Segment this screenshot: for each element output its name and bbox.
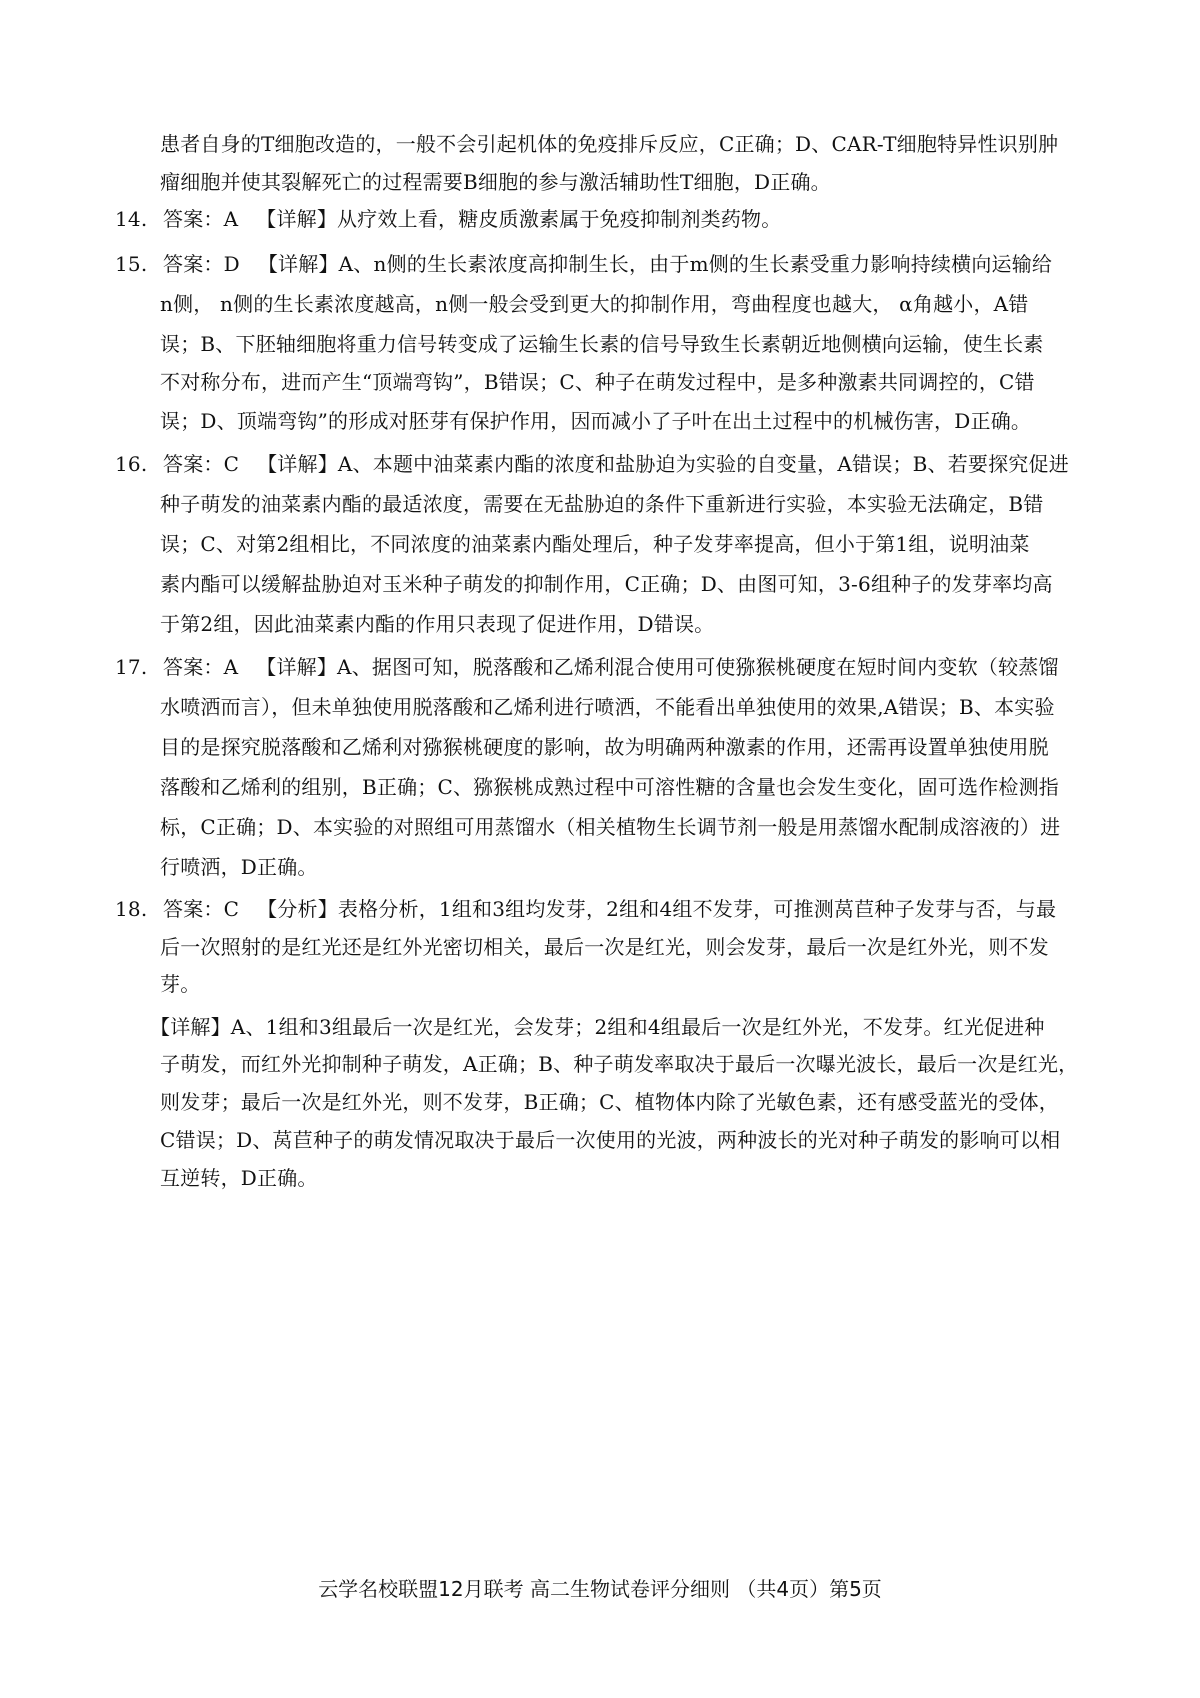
text-line: 子萌发，而红外光抑制种子萌发，A正确；B、种子萌发率取决于最后一次曝光波长，最后一次是红光， xyxy=(160,1052,1079,1076)
text-line: 目的是探究脱落酸和乙烯利对猕猴桃硬度的影响，故为明确两种激素的作用，还需再设置单独使用脱 xyxy=(160,735,1049,759)
text-line: 标，C正确；D、本实验的对照组可用蒸馏水（相关植物生长调节剂一般是用蒸馏水配制成溶液的）进 xyxy=(160,815,1061,839)
text-line: 【详解】A、据图可知，脱落酸和乙烯利混合使用可使猕猴桃硬度在短时间内变软（较蒸馏 xyxy=(256,655,1059,679)
text-line: 后一次照射的是红光还是红外光密切相关，最后一次是红光，则会发芽，最后一次是红外光，则不发 xyxy=(160,935,1049,959)
text-line: n侧， n侧的生长素浓度越高，n侧一般会受到更大的抑制作用，弯曲程度也越大， α角越小，A错 xyxy=(160,292,1029,316)
text-line: 则发芽；最后一次是红外光，则不发芽，B正确；C、植物体内除了光敏色素，还有感受蓝光的受体， xyxy=(160,1090,1059,1114)
text-line: 行喷洒，D正确。 xyxy=(160,855,318,879)
text-line: 误；D、顶端弯钩”的形成对胚芽有保护作用，因而减小了子叶在出土过程中的机械伤害，D正确。 xyxy=(160,409,1032,433)
text-line: 落酸和乙烯利的组别，B正确；C、猕猴桃成熟过程中可溶性糖的含量也会发生变化，固可选作检测指 xyxy=(160,775,1059,799)
text-line: C错误；D、莴苣种子的萌发情况取决于最后一次使用的光波，两种波长的光对种子萌发的影响可以相 xyxy=(160,1128,1061,1152)
question-number: 17. xyxy=(115,655,148,679)
text-line: 种子萌发的油菜素内酯的最适浓度，需要在无盐胁迫的条件下重新进行实验，本实验无法确定，B错 xyxy=(160,492,1044,516)
answer-label: 答案：D xyxy=(163,252,240,276)
text-line: 素内酯可以缓解盐胁迫对玉米种子萌发的抑制作用，C正确；D、由图可知，3-6组种子的发芽率均高 xyxy=(160,572,1053,596)
text-line: 芽。 xyxy=(160,972,201,996)
text-line: 瘤细胞并使其裂解死亡的过程需要B细胞的参与激活辅助性T细胞，D正确。 xyxy=(160,170,831,194)
text-line: 误；C、对第2组相比，不同浓度的油菜素内酯处理后，种子发芽率提高，但小于第1组，说明油菜 xyxy=(160,532,1030,556)
question-number: 18. xyxy=(115,897,148,921)
page-footer: 云学名校联盟12月联考 高二生物试卷评分细则 （共4页）第5页 xyxy=(318,1577,882,1601)
answer-label: 答案：C xyxy=(163,897,240,921)
answer-label: 答案：C xyxy=(163,452,240,476)
text-line: 【详解】A、本题中油菜素内酯的浓度和盐胁迫为实验的自变量，A错误；B、若要探究促进 xyxy=(257,452,1069,476)
text-line: 患者自身的T细胞改造的，一般不会引起机体的免疫排斥反应，C正确；D、CAR-T细胞特异性识别肿 xyxy=(160,132,1059,156)
text-line: 于第2组，因此油菜素内酯的作用只表现了促进作用，D错误。 xyxy=(160,612,715,636)
text-line: 互逆转，D正确。 xyxy=(160,1166,318,1190)
answer-label: 答案：A xyxy=(163,655,239,679)
text-line: 【详解】A、n侧的生长素浓度高抑制生长，由于m侧的生长素受重力影响持续横向运输给 xyxy=(257,252,1053,276)
text-line: 【分析】表格分析，1组和3组均发芽，2组和4组不发芽，可推测莴苣种子发芽与否，与最 xyxy=(257,897,1057,921)
text-line: 水喷洒而言），但未单独使用脱落酸和乙烯利进行喷洒，不能看出单独使用的效果,A错误；B、本实验 xyxy=(160,695,1055,719)
question-number: 15. xyxy=(115,252,148,276)
text-line: 【详解】从疗效上看，糖皮质激素属于免疫抑制剂类药物。 xyxy=(256,207,782,231)
text-line: 【详解】A、1组和3组最后一次是红光，会发芽；2组和4组最后一次是红外光，不发芽。红光促进种 xyxy=(150,1015,1045,1039)
question-number: 14. xyxy=(115,207,148,231)
question-number: 16. xyxy=(115,452,148,476)
text-line: 误；B、下胚轴细胞将重力信号转变成了运输生长素的信号导致生长素朝近地侧横向运输，使生长素 xyxy=(160,332,1044,356)
text-line: 不对称分布，进而产生“顶端弯钩”，B错误；C、种子在萌发过程中，是多种激素共同调控的，C错 xyxy=(160,370,1035,394)
answer-label: 答案：A xyxy=(163,207,239,231)
